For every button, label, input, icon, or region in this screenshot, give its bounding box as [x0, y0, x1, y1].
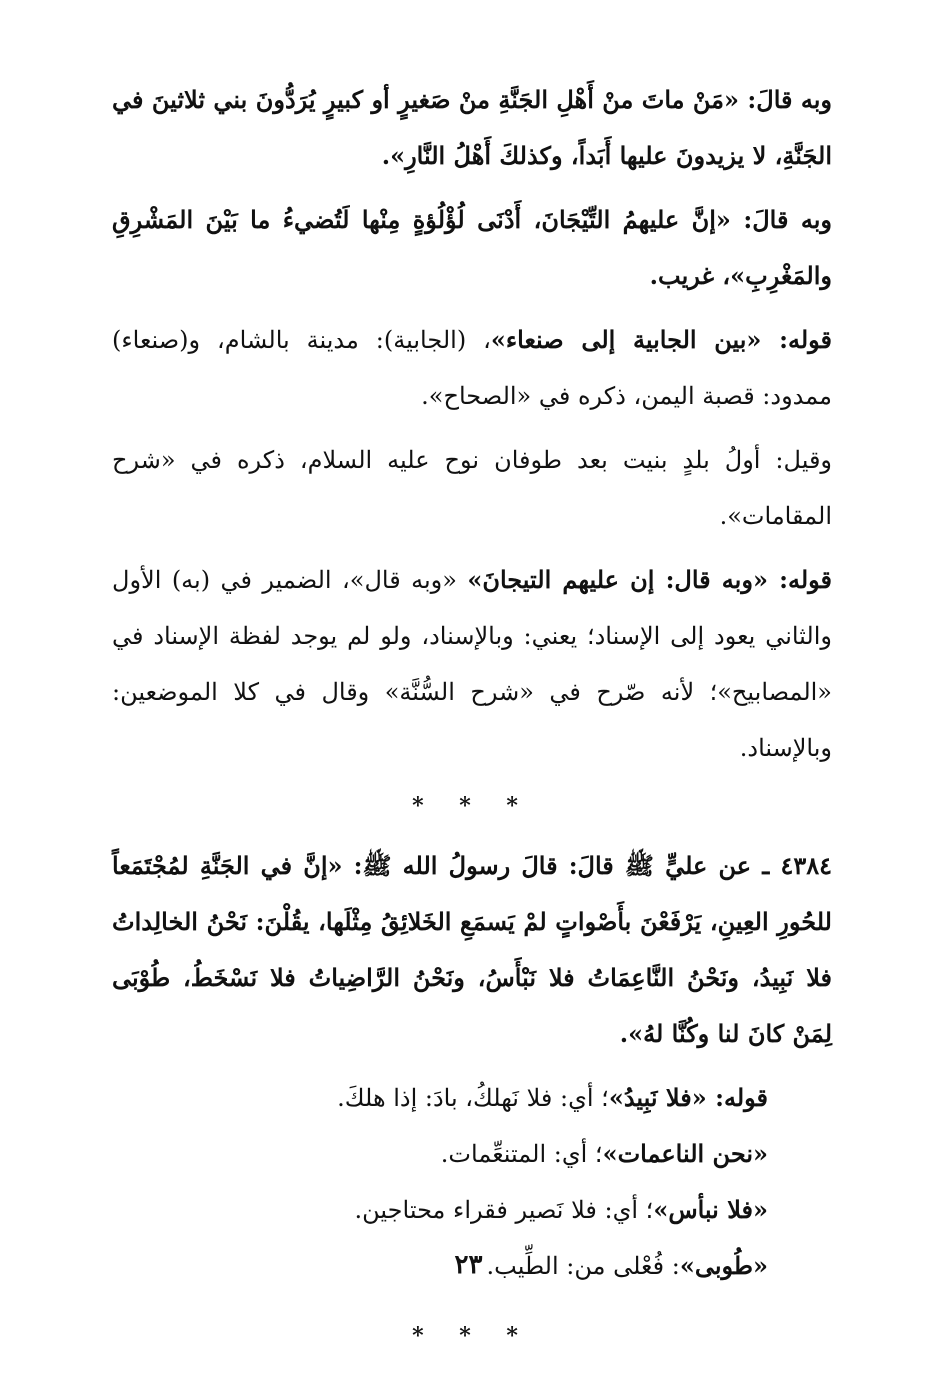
note-2-term: «نحن الناعمات» [602, 1139, 768, 1168]
paragraph-2-quote: «إنَّ عليهمُ التِّيْجَانَ، أَدْنَى لُؤْلُؤةٍ مِنْها لَتُضيءُ ما بَيْنَ المَشْرِقِ والمَغْرِبِ» [112, 205, 832, 290]
paragraph-1-tail: . [381, 141, 391, 170]
paragraph-3 [112, 312, 832, 424]
page-number: ٢٣ [454, 1250, 483, 1280]
note-3-term: «فلا نبأس» [653, 1195, 768, 1224]
paragraph-3-quote: «بين الجابية إلى صنعاء» [490, 325, 762, 354]
paragraph-5-tail: «وبه قال»، الضمير في (به) الأول والثاني يعود إلى الإسناد؛ يعني: وبالإسناد، ولو لم يوجد لفظة الإسناد في «المصابيح»؛ لأنه صّرح في «شرح السُّنَّة» وقال في كلا الموضعين: وبالإسناد. [112, 566, 832, 762]
hadith-quote: «إنَّ في الجَنَّةِ لمُجْتَمَعاً للحُورِ العِينِ، يَرْفَعْنَ بأَصْواتٍ لمْ يَسمَعِ الخَلائِقُ مِثْلَها، يقُلْنَ: نَحْنُ الخالِداتُ فلا نَبِيدُ، ونَحْنُ النَّاعِمَاتُ فلا نَبْأَسُ، ونَحْنُ الرَّاضِياتُ فلا نَسْخَطُ، طُوْبَى لِمَنْ كانَ لنا وكُنَّا لهُ» [112, 851, 832, 1048]
note-4-term: «طُوبى» [679, 1251, 768, 1280]
paragraph-2-tail: ، غريب. [649, 261, 731, 290]
paragraph-2 [112, 192, 832, 304]
paragraph-2-lead: وبه قالَ: [730, 205, 833, 234]
note-1-tail: ؛ أي: فلا نَهلكُ، بادَ: إذا هلكَ. [337, 1084, 609, 1112]
paragraph-4 [112, 432, 832, 544]
note-1-lead: قوله: [706, 1083, 768, 1112]
hadith-paragraph [112, 838, 832, 1062]
note-3-tail: ؛ أي: فلا نَصير فقراء محتاجين. [354, 1196, 654, 1224]
paragraph-3-lead: قوله: [761, 325, 832, 354]
note-1-term: «فلا نَبِيدُ» [608, 1083, 707, 1112]
hadith-tail: . [619, 1019, 629, 1048]
paragraph-1 [112, 72, 832, 184]
section-separator-2: * * * [412, 1323, 532, 1349]
note-4-tail: : فُعْلى من: الطِّيب. [486, 1252, 680, 1280]
paragraph-5 [112, 552, 832, 776]
paragraph-5-quote: «وبه قال: إن عليهم التيجانَ» [467, 565, 768, 594]
note-3 [112, 1182, 832, 1238]
paragraph-4-tail: وقيل: أولُ بلدٍ بنيت بعد طوفان نوح عليه السلام، ذكره في «شرح المقامات». [112, 446, 832, 530]
paragraph-5-lead: قوله: [767, 565, 833, 594]
note-1 [112, 1070, 832, 1126]
note-2-tail: ؛ أي: المتنعِّمات. [440, 1140, 603, 1168]
paragraph-3-tail: ، (الجابية): مدينة بالشام، و(صنعاء) ممدود: قصبة اليمن، ذكره في «الصحاح». [112, 326, 832, 410]
note-2 [112, 1126, 832, 1182]
hadith-lead: ٤٣٨٤ ـ عن عليٍّ ﷺ قالَ: قالَ رسولُ الله ﷺ: [342, 851, 833, 880]
paragraph-1-quote: «مَنْ ماتَ منْ أَهْلِ الجَنَّةِ منْ صَغيرٍ أو كبيرٍ يُرَدُّونَ بني ثلاثينَ في الجَنَّةِ، لا يزيدونَ عليها أَبَداً، وكذلكَ أَهْلُ النَّارِ» [112, 85, 832, 170]
paragraph-1-lead: وبه قالَ: [739, 85, 832, 114]
page-body [112, 72, 832, 1368]
section-separator-1: * * * [412, 793, 532, 819]
